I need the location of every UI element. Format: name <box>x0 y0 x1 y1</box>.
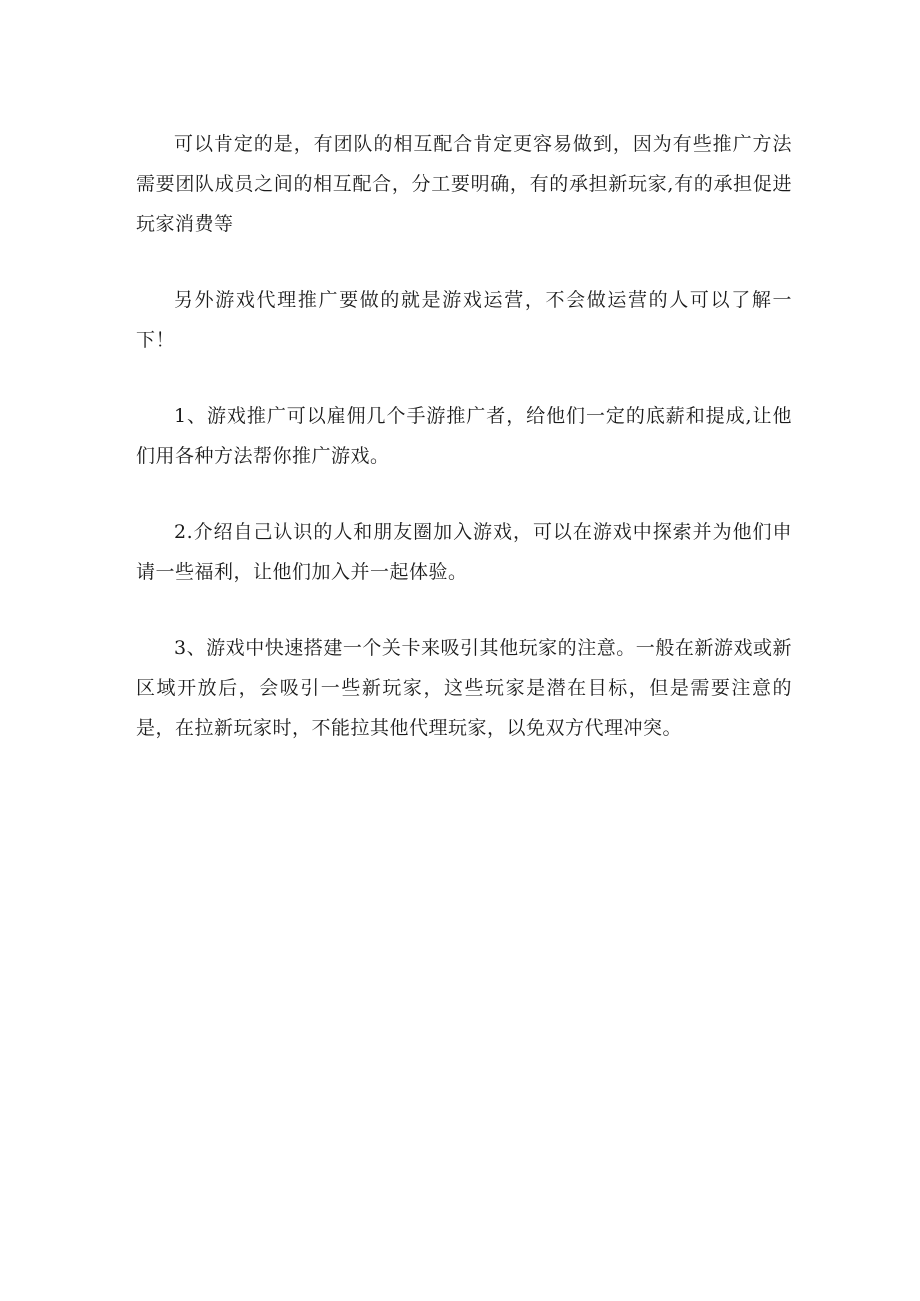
paragraph-team-cooperation: 可以肯定的是，有团队的相互配合肯定更容易做到，因为有些推广方法需要团队成员之间的相互配合，分工要明确，有的承担新玩家,有的承担促进玩家消费等 <box>136 133 792 235</box>
paragraph-game-operation: 另外游戏代理推广要做的就是游戏运营，不会做运营的人可以了解一下！ <box>136 289 792 351</box>
paragraph-method-3: 3、游戏中快速搭建一个关卡来吸引其他玩家的注意。一般在新游戏或新区域开放后，会吸引一些新玩家，这些玩家是潜在目标，但是需要注意的是，在拉新玩家时，不能拉其他代理玩家，以免双方代理冲突。 <box>136 637 792 739</box>
document-body <box>136 124 792 784</box>
paragraph-method-2: 2.介绍自己认识的人和朋友圈加入游戏，可以在游戏中探索并为他们申请一些福利，让他们加入并一起体验。 <box>136 521 792 583</box>
paragraph-method-1: 1、游戏推广可以雇佣几个手游推广者，给他们一定的底薪和提成,让他们用各种方法帮你推广游戏。 <box>136 405 792 467</box>
